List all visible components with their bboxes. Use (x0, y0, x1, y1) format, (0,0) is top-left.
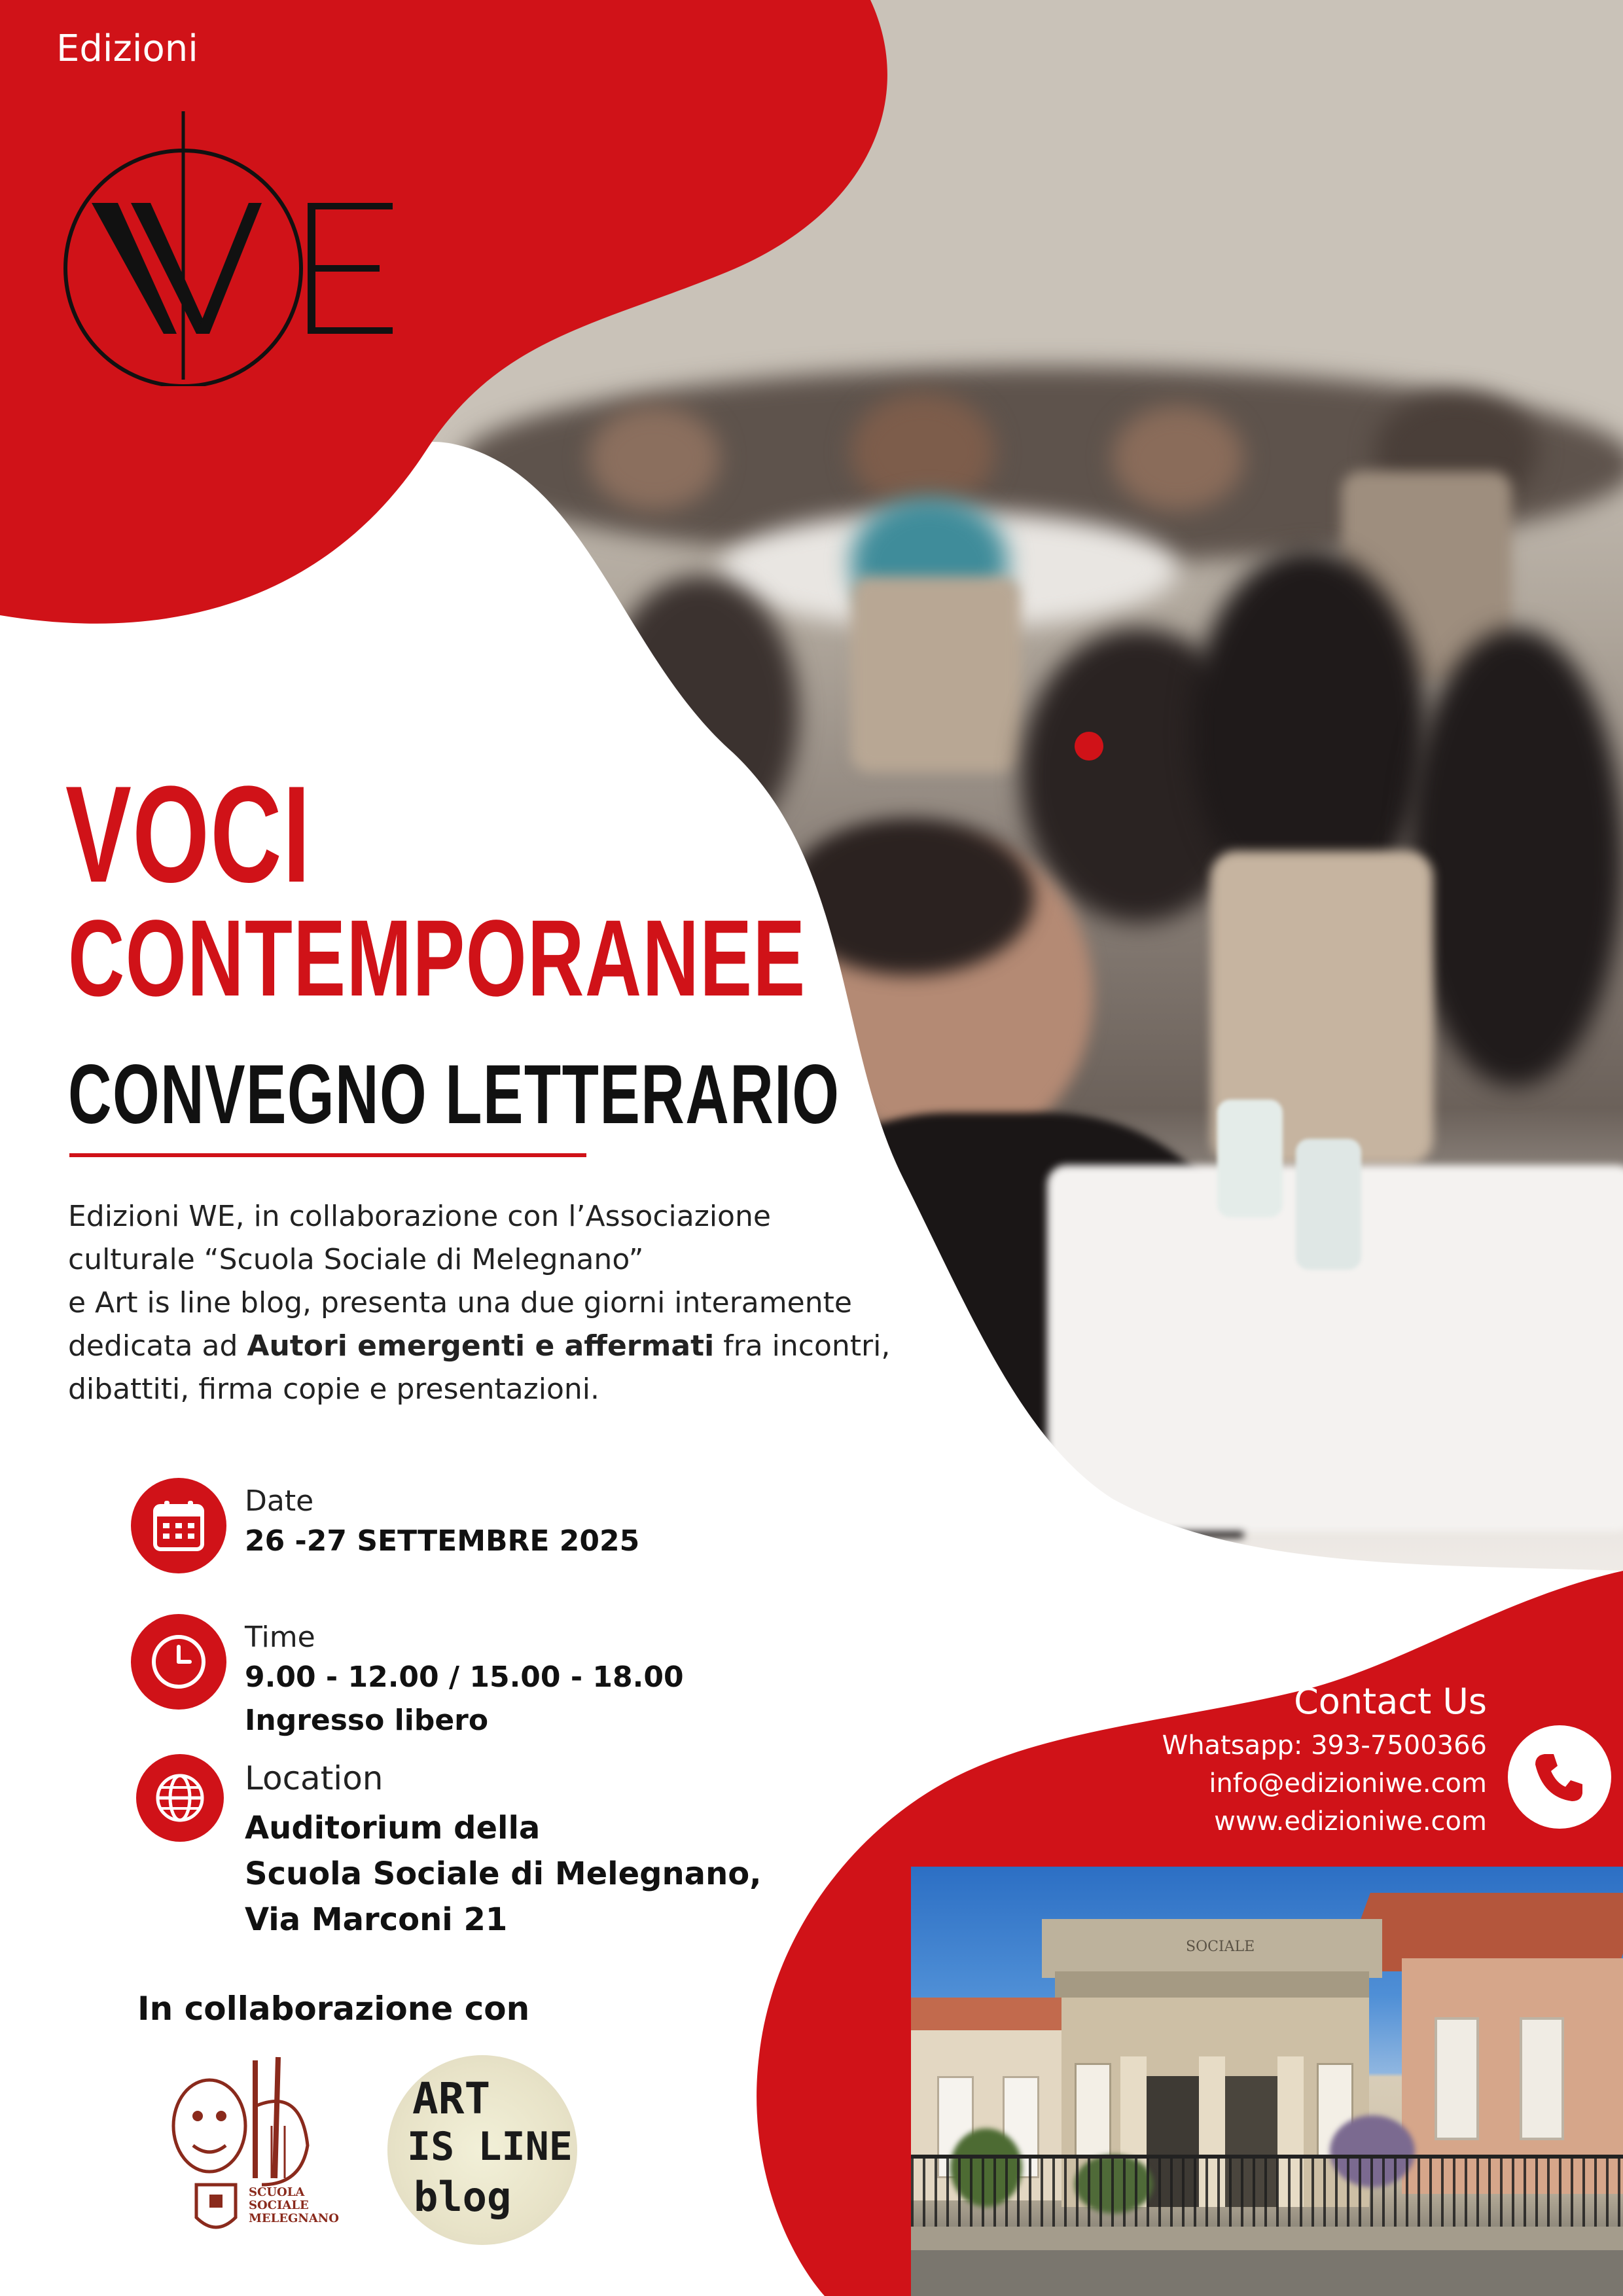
date-value: 26 -27 SETTEMBRE 2025 (245, 1524, 640, 1558)
description-line: e Art is line blog, presenta una due giorni interamente (68, 1286, 852, 1319)
contact-heading: Contact Us (1294, 1681, 1487, 1722)
phone-icon[interactable] (1508, 1725, 1611, 1829)
we-logo (46, 98, 412, 386)
location-line3: Via Marconi 21 (245, 1901, 508, 1938)
contact-website[interactable]: www.edizioniwe.com (1214, 1806, 1487, 1837)
artisline-text-3: blog (414, 2173, 512, 2221)
contact-email[interactable]: info@edizioniwe.com (1209, 1768, 1487, 1799)
contact-whatsapp[interactable]: Whatsapp: 393-7500366 (1162, 1731, 1487, 1761)
date-label: Date (245, 1484, 314, 1518)
description-line: Edizioni WE, in collaborazione con l’Associazione (68, 1200, 771, 1233)
scuola-logo-text: SCUOLA SOCIALE MELEGNANO (249, 2185, 339, 2225)
calendar-icon (131, 1478, 226, 1573)
headline-underline (69, 1153, 586, 1157)
art-is-line-logo (387, 2055, 577, 2245)
scuola-sociale-logo (157, 2047, 339, 2244)
headline-subtitle: CONVEGNO LETTERARIO (68, 1048, 840, 1141)
description-line: dibattiti, firma copie e presentazioni. (68, 1372, 600, 1406)
headline-line1: VOCI (65, 757, 312, 911)
description (68, 1195, 984, 1411)
brand-label: Edizioni (56, 27, 198, 70)
artisline-text-1: ART (412, 2073, 491, 2124)
description-line (68, 1325, 984, 1368)
clock-icon (131, 1614, 226, 1710)
location-line1: Auditorium della (245, 1810, 541, 1846)
time-value: 9.00 - 12.00 / 15.00 - 18.00 (245, 1660, 684, 1694)
headline-line2: CONTEMPORANEE (68, 898, 806, 1019)
collaboration-heading: In collaborazione con (137, 1990, 530, 2028)
description-text: dedicata ad (68, 1329, 247, 1363)
location-line2: Scuola Sociale di Melegnano, (245, 1856, 762, 1892)
artisline-text-2: IS LINE (407, 2124, 573, 2170)
description-highlight: Autori emergenti e affermati (247, 1329, 715, 1363)
location-label: Location (245, 1759, 383, 1797)
building-sign: SOCIALE (1186, 1939, 1255, 1955)
time-label: Time (245, 1621, 315, 1654)
building-photo (911, 1867, 1623, 2296)
globe-icon (136, 1754, 224, 1842)
description-text: fra incontri, (714, 1329, 891, 1363)
description-line: culturale “Scuola Sociale di Melegnano” (68, 1243, 644, 1276)
time-note: Ingresso libero (245, 1704, 489, 1737)
